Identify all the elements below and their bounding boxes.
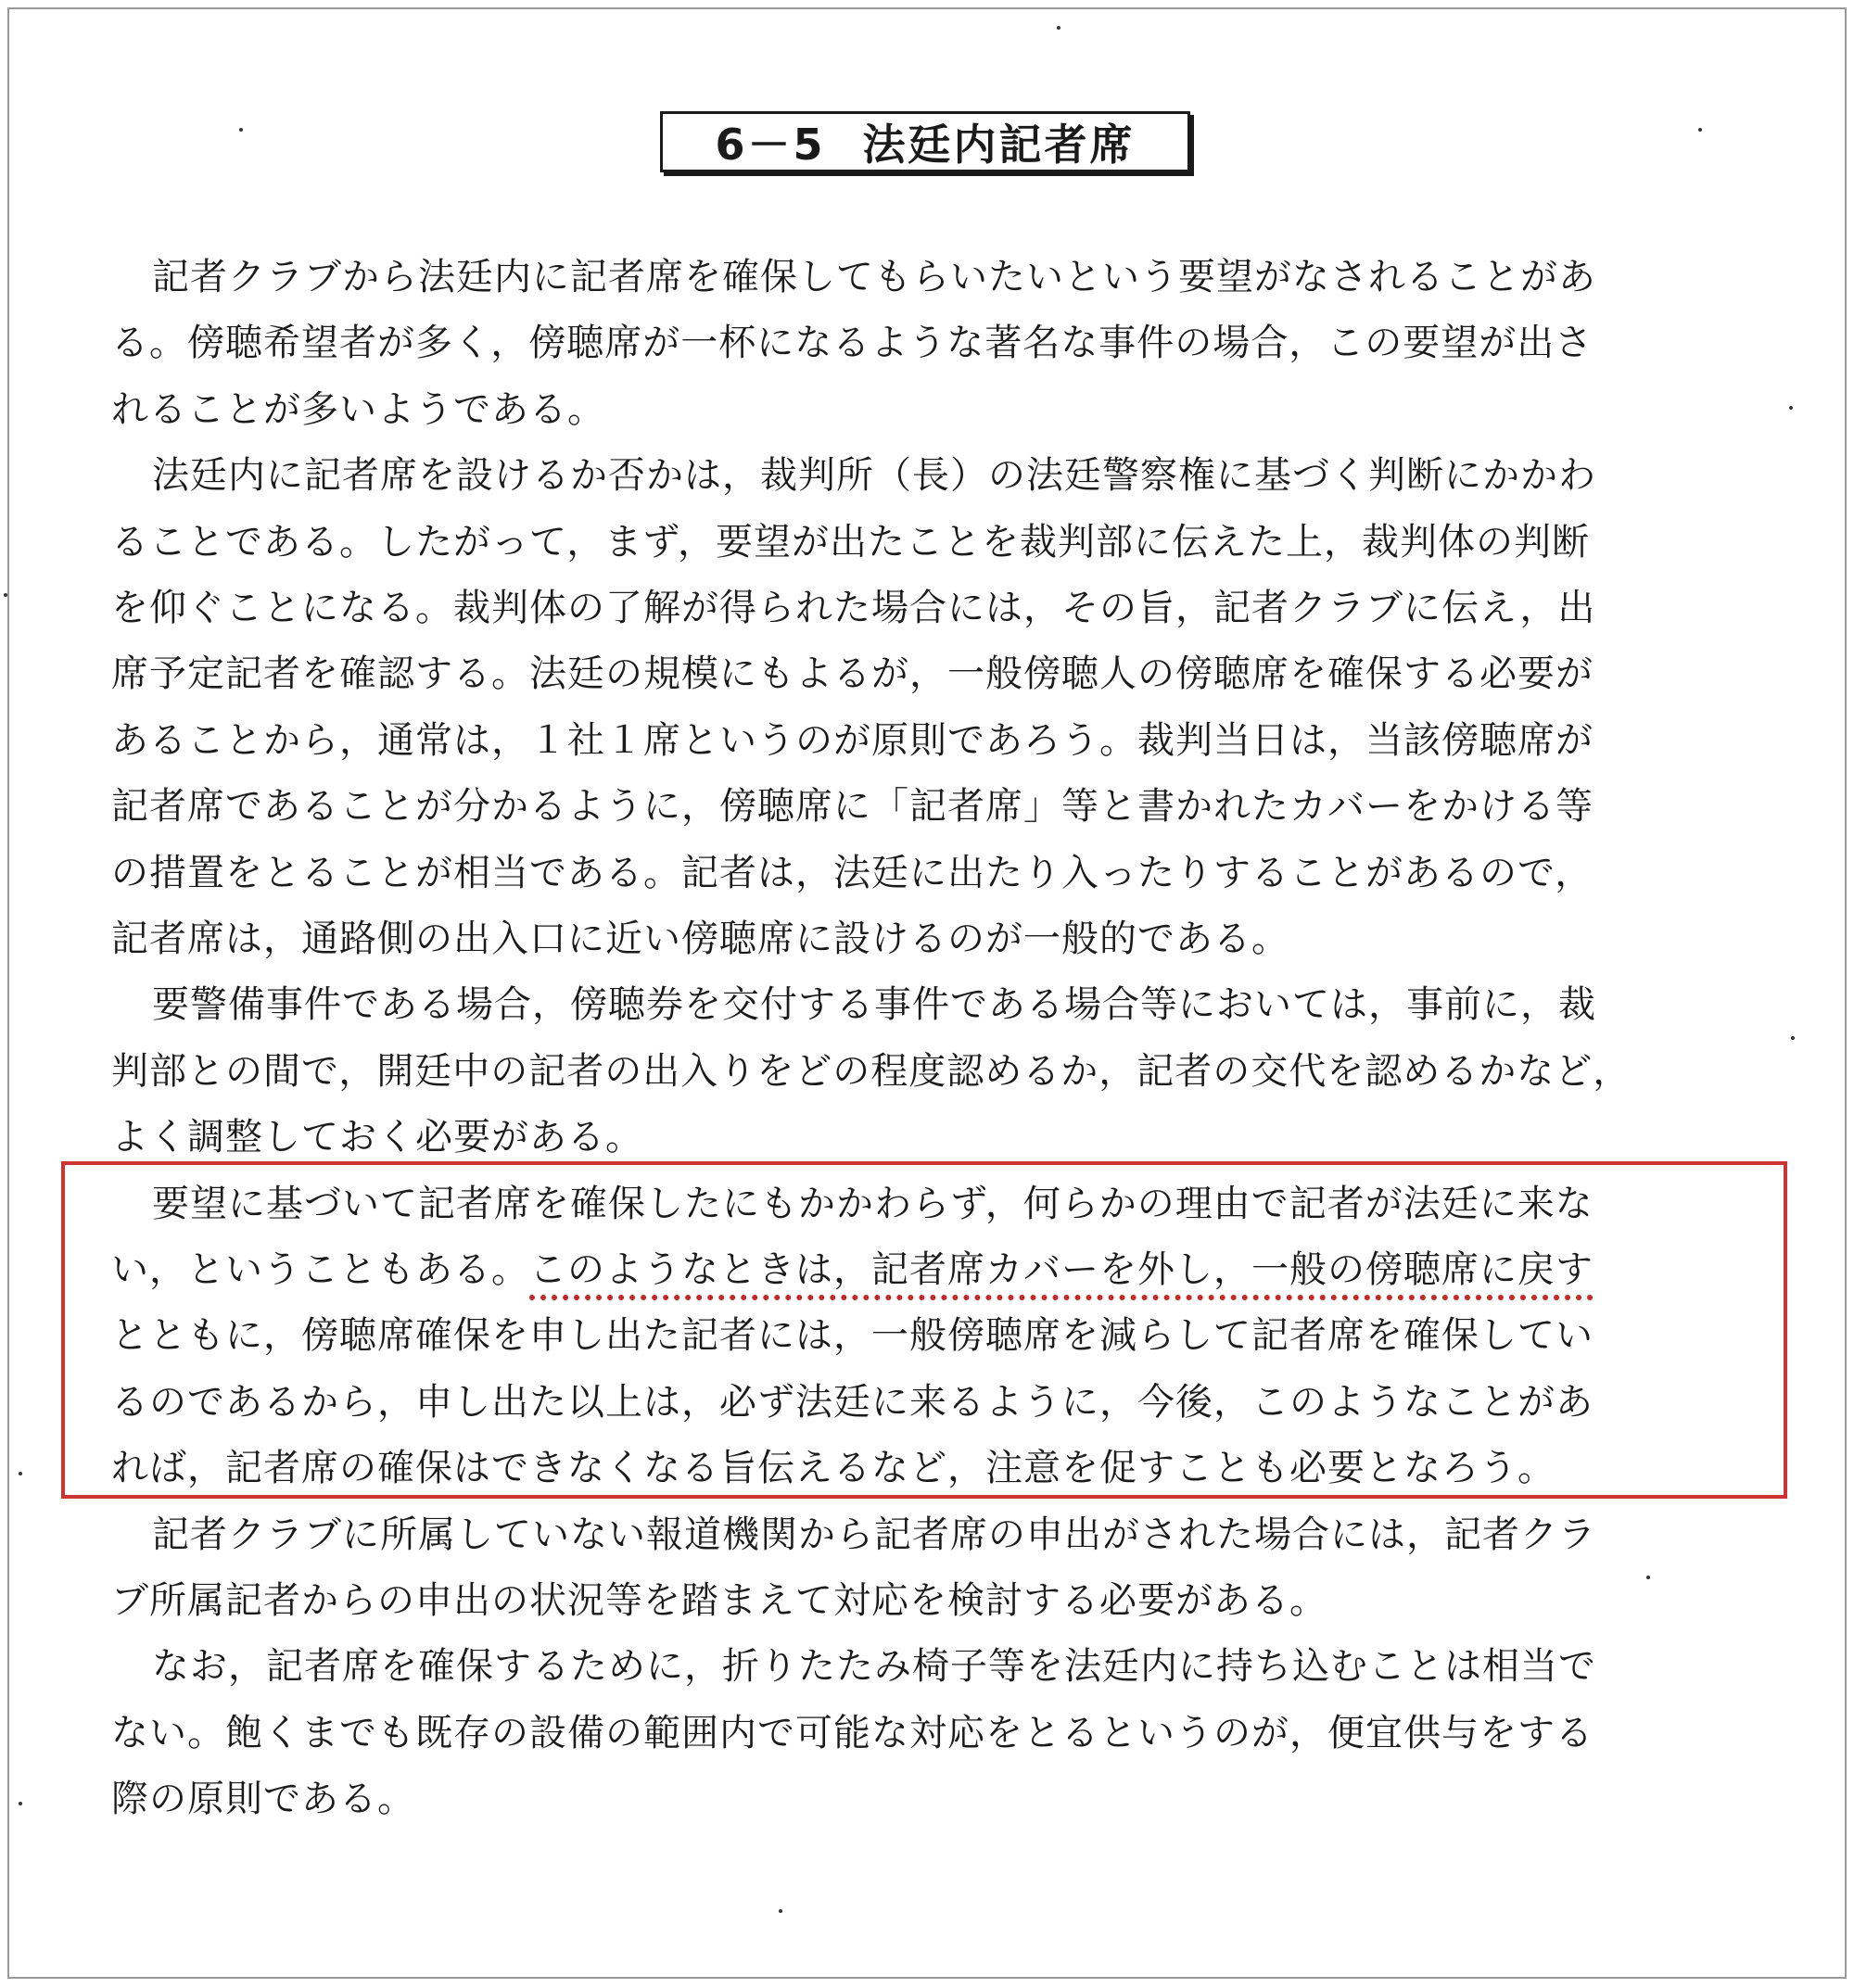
text-line-content: 要警備事件である場合，傍聴券を交付する事件である場合等においては，事前に，裁 bbox=[152, 983, 1596, 1027]
section-number: 6－5 bbox=[715, 120, 826, 170]
underlined-text: このようなときは，記者席カバーを外し，一般の傍聴席に戻す bbox=[529, 1248, 1594, 1291]
text-line-content: の措置をとることが相当である。記者は，法廷に出たり入ったりすることがあるので， bbox=[111, 851, 1594, 894]
text-line-content: れることが多いようである。 bbox=[111, 387, 605, 431]
text-line bbox=[111, 1567, 1327, 1634]
text-line-content: を仰ぐことになる。裁判体の了解が得られた場合には，その旨，記者クラブに伝え，出 bbox=[111, 587, 1596, 629]
text-line-content: 要望に基づいて記者席を確保したにもかかわらず，何らかの理由で記者が法廷に来な bbox=[152, 1182, 1594, 1225]
text-line-content: ない。飽くまでも既存の設備の範囲内で可能な対応をとるというのが，便宜供与をする bbox=[111, 1711, 1594, 1754]
text-line-content: あることから，通常は，１社１席というのが原則であろう。裁判当日は，当該傍聴席が bbox=[111, 718, 1594, 762]
text-line bbox=[111, 376, 605, 443]
text-line bbox=[111, 905, 1289, 972]
text-line bbox=[111, 1104, 643, 1171]
text-line-content: 席予定記者を確認する。法廷の規模にもよるが，一般傍聴人の傍聴席を確保する必要が bbox=[111, 652, 1594, 696]
text-line bbox=[111, 1302, 1594, 1369]
text-line-content: い，ということもある。 bbox=[111, 1248, 529, 1291]
text-line bbox=[111, 1633, 1596, 1700]
text-line bbox=[111, 1038, 1631, 1105]
text-line bbox=[111, 773, 1594, 840]
text-line-content: 際の原則である。 bbox=[111, 1778, 415, 1821]
text-line bbox=[111, 840, 1593, 906]
text-line-content: よく調整しておく必要がある。 bbox=[111, 1116, 643, 1159]
section-label: 法廷内記者席 bbox=[862, 120, 1136, 170]
text-line bbox=[111, 442, 1596, 509]
scan-speck bbox=[19, 1802, 22, 1805]
scan-speck bbox=[779, 1909, 782, 1913]
text-line bbox=[111, 575, 1595, 641]
scan-speck bbox=[1698, 128, 1702, 132]
text-line bbox=[111, 971, 1596, 1038]
scan-speck bbox=[1789, 406, 1793, 410]
text-line bbox=[111, 244, 1596, 310]
scan-speck bbox=[1646, 1576, 1650, 1579]
text-line-content: 記者席であることが分かるように，傍聴席に「記者席」等と書かれたカバーをかける等 bbox=[111, 785, 1594, 829]
text-line-content: 記者クラブに所属していない報道機関から記者席の申出がされた場合には，記者クラ bbox=[152, 1513, 1596, 1556]
text-line-content: ブ所属記者からの申出の状況等を踏まえて対応を検討する必要がある。 bbox=[111, 1579, 1327, 1622]
text-line-content: 判部との間で，開廷中の記者の出入りをどの程度認めるか，記者の交代を認めるかなど， bbox=[111, 1049, 1632, 1093]
section-title bbox=[660, 111, 1190, 172]
text-line-content: 法廷内に記者席を設けるか否かは，裁判所（長）の法廷警察権に基づく判断にかかわ bbox=[152, 454, 1596, 498]
text-line bbox=[111, 1435, 1556, 1501]
text-line bbox=[111, 1501, 1596, 1568]
text-line bbox=[111, 310, 1593, 376]
text-line bbox=[111, 1766, 415, 1832]
text-line bbox=[111, 509, 1590, 576]
text-line-content: 記者クラブから法廷内に記者席を確保してもらいたいという要望がなされることがあ bbox=[152, 256, 1596, 298]
scan-speck bbox=[1057, 26, 1060, 30]
text-line-content: とともに，傍聴席確保を申し出た記者には，一般傍聴席を減らして記者席を確保してい bbox=[111, 1314, 1594, 1358]
text-line bbox=[111, 1700, 1594, 1766]
text-line bbox=[111, 1171, 1594, 1237]
text-line-content: る。傍聴希望者が多く，傍聴席が一杯になるような著名な事件の場合，この要望が出さ bbox=[111, 322, 1594, 365]
scan-speck bbox=[1791, 1036, 1795, 1040]
scan-speck bbox=[19, 1472, 22, 1475]
text-line-content: れば，記者席の確保はできなくなる旨伝えるなど，注意を促すことも必要となろう。 bbox=[111, 1447, 1556, 1490]
text-line bbox=[111, 640, 1594, 707]
text-line-content: ることである。したがって，まず，要望が出たことを裁判部に伝えた上，裁判体の判断 bbox=[111, 520, 1590, 563]
text-line-content: 記者席は，通路側の出入口に近い傍聴席に設けるのが一般的である。 bbox=[111, 918, 1289, 960]
text-line bbox=[111, 707, 1594, 774]
scan-speck bbox=[239, 128, 243, 132]
text-line-content: るのであるから，申し出た以上は，必ず法廷に来るように，今後，このようなことがあ bbox=[111, 1380, 1594, 1424]
text-line-content: なお，記者席を確保するために，折りたたみ椅子等を法廷内に持ち込むことは相当で bbox=[152, 1645, 1596, 1689]
text-line bbox=[111, 1369, 1594, 1436]
scan-speck bbox=[4, 593, 7, 597]
text-line bbox=[111, 1236, 1594, 1303]
